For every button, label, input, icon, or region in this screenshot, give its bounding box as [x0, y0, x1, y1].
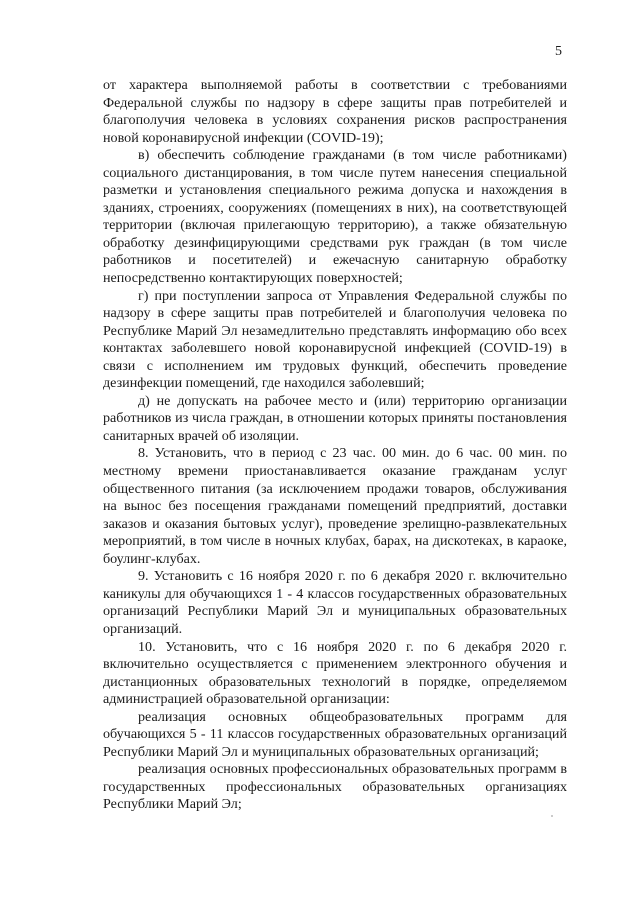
scan-speck [551, 815, 553, 817]
paragraph-professional-education: реализация основных профессиональных образовательных программ в государственных профессиональных образовательных организациях Республики Марий Эл; [103, 761, 567, 813]
paragraph-item-d: д) не допускать на рабочее место и (или) территорию организации работников из числа граждан, в отношении которых приняты постановления санитарных врачей об изоляции. [103, 392, 567, 444]
paragraph-clause-9: 9. Установить с 16 ноября 2020 г. по 6 декабря 2020 г. включительно каникулы для обучающихся 1 - 4 классов государственных образовательных организаций Республики Марий Эл и муниципальных образовательных организаций. [103, 568, 567, 637]
paragraph-general-education: реализация основных общеобразовательных программ для обучающихся 5 - 11 классов государственных образовательных организаций Республики Марий Эл и муниципальных образовательных организаций; [103, 708, 567, 760]
page-number: 5 [555, 44, 562, 59]
paragraph-clause-8: 8. Установить, что в период с 23 час. 00 мин. до 6 час. 00 мин. по местному времени приостанавливается оказание гражданам услуг общественного питания (за исключением продажи товаров, обслуживания на вынос без посещения гражданами помещений предприятий, доставки заказов и оказания бытовых услуг), проведение зрелищно-развлекательных мероприятий, в том числе в ночных клубах, барах, на дискотеках, в караоке, боулинг-клубах. [103, 445, 567, 567]
paragraph-continuation: от характера выполняемой работы в соответствии с требованиями Федеральной службы по надзору в сфере защиты прав потребителей и благополучия человека в условиях сохранения рисков распространения новой коронавирусной инфекции (COVID-19); [103, 77, 567, 146]
paragraph-item-g: г) при поступлении запроса от Управления Федеральной службы по надзору в сфере защиты прав потребителей и благополучия человека по Республике Марий Эл незамедлительно представлять информацию обо всех контактах заболевшего новой коронавирусной инфекцией (COVID-19) в связи с исполнением им трудовых функций, обеспечить проведение дезинфекции помещений, где находился заболевший; [103, 287, 567, 392]
paragraph-item-v: в) обеспечить соблюдение гражданами (в том числе работниками) социального дистанцирования, в том числе путем нанесения специальной разметки и установления специального режима допуска и нахождения в зданиях, строениях, сооружениях (помещениях в них), на соответствующей территории (включая прилегающую территорию), а также обязательную обработку дезинфицирующими средствами рук граждан (в том числе работников и посетителей) и ежечасную санитарную обработку непосредственно контактирующих поверхностей; [103, 147, 567, 287]
paragraph-clause-10: 10. Установить, что с 16 ноября 2020 г. по 6 декабря 2020 г. включительно осуществляется с применением электронного обучения и дистанционных образовательных технологий в порядке, определяемом администрацией образовательной организации: [103, 638, 567, 708]
document-body [103, 77, 567, 814]
